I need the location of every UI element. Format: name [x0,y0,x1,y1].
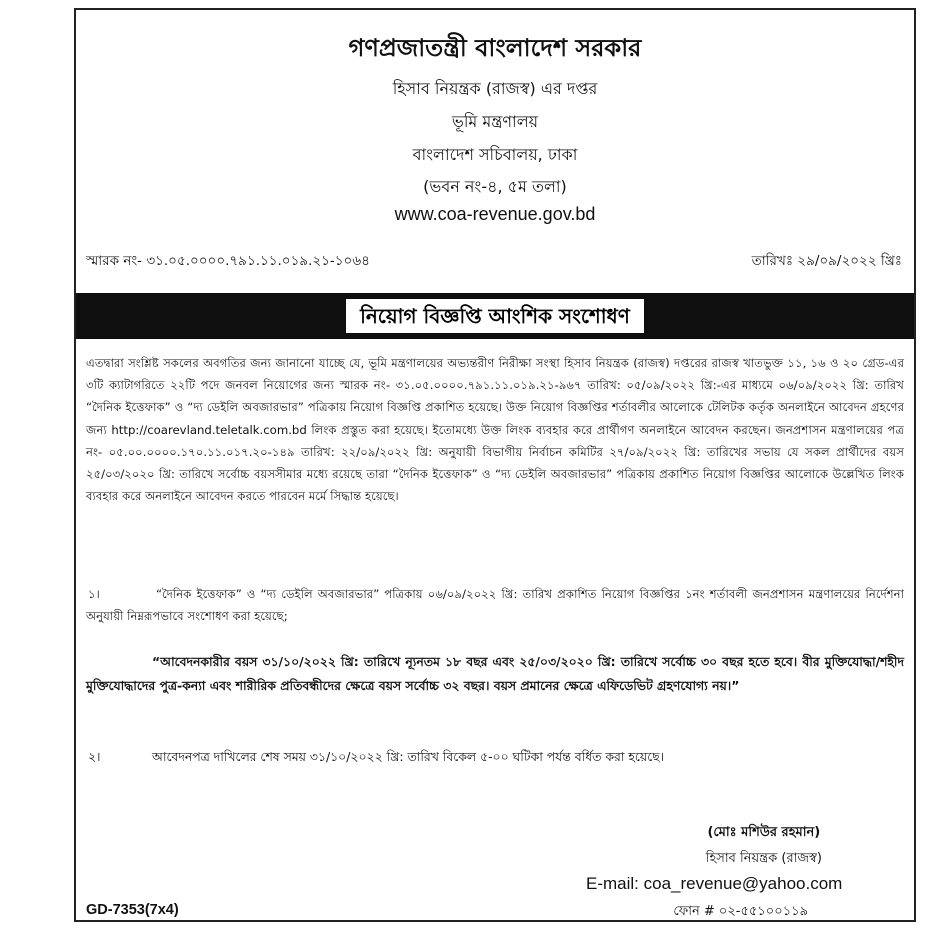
ministry-name: ভূমি মন্ত্রণালয় [451,112,539,131]
memo-date: তারিখঃ ২৯/০৯/২০২২ খ্রিঃ [751,253,902,269]
signatory-designation: হিসাব নিয়ন্ত্রক (রাজস্ব) [705,851,822,866]
contact-phone: ফোন # ০২-৫৫১০০১১৯ [673,904,808,919]
reference-row [86,250,902,273]
office-location: বাংলাদেশ সচিবালয়, ঢাকা [412,145,578,164]
signatory-name: (মোঃ মশিউর রহমান) [707,825,821,840]
signature-block [706,820,822,872]
item-text: “দৈনিক ইত্তেফাক” ও “দ্য ডেইলি অবজারভার” পত্রিকায় ০৬/০৯/২০২২ খ্রি: তারিখ প্রকাশিত নিয়োগ বিজ্ঞপ্তির ১নং শর্তাবলী জনপ্রশাসন মন্ত্রণালয়ের নির্দেশনা অনুযায়ী নিম্নরূপভাবে সংশোধণ করা হয়েছে; [86,587,904,624]
govt-title: গণপ্রজাতন্ত্রী বাংলাদেশ সরকার [348,34,642,62]
amendment-item-2 [86,746,904,768]
website-link[interactable]: www.coa-revenue.gov.bd [394,204,596,224]
item-text: আবেদনপত্র দাখিলের শেষ সময় ৩১/১০/২০২২ খ্রি: তারিখ বিকেল ৫-০০ ঘটিকা পর্যন্ত বর্ধিত করা হয়েছে। [152,749,665,764]
contact-email[interactable]: E-mail: coa_revenue@yahoo.com [586,874,843,893]
amended-condition-quote: “আবেদনকারীর বয়স ৩১/১০/২০২২ খ্রি: তারিখে ন্যূনতম ১৮ বছর এবং ২৫/০৩/২০২০ খ্রি: তারিখে সর্বোচ্চ ৩০ বছর হতে হবে। বীর মুক্তিযোদ্ধা/শহীদ মুক্তিযোদ্ধাদের পুত্র-কন্যা এবং শারীরিক প্রতিবন্ধীদের ক্ষেত্রে বয়স সর্বোচ্চ ৩২ বছর। বয়স প্রমানের ক্ষেত্রে এফিডেভিট গ্রহণযোগ্য নয়।” [86,654,904,693]
item-number: ১। [88,587,100,601]
intro-paragraph: এতদ্বারা সংশ্লিষ্ট সকলের অবগতির জন্য জানানো যাচ্ছে যে, ভূমি মন্ত্রণালয়ের অভ্যন্তরীণ নিরীক্ষা সংস্থা হিসাব নিয়ন্ত্রক (রাজস্ব) দপ্তরের রাজস্ব খাতভুক্ত ১১, ১৬ ও ২০ গ্রেড-এর ৩টি ক্যাটাগরিতে ২২টি পদে জনবল নিয়োগের জন্য স্মারক নং- ৩১.০৫.০০০০.৭৯১.১১.০১৯.২১-৯৬৭ তারিখ: ০৫/০৯/২০২২ খ্রি:-এর মাধ্যমে ০৬/০৯/২০২২ খ্রি: তারিখ “দৈনিক ইত্তেফাক” ও “দ্য ডেইলি অবজারভার” পত্রিকায় নিয়োগ বিজ্ঞপ্তি প্রকাশিত হয়েছে। উক্ত নিয়োগ বিজ্ঞপ্তির শর্তাবলীর আলোকে টেলিটক কর্তৃক অনলাইনে আবেদন গ্রহণের জন্য http://coarevland.teletalk.com.bd লিংক প্রস্তুত করা হয়েছে। ইতোমধ্যে উক্ত লিংক ব্যবহার করে প্রার্থীগণ অনলাইনে আবেদন করছেন। জনপ্রশাসন মন্ত্রণালয়ের পত্র নং- ০৫.০০.০০০০.১৭০.১১.০১৭.২০-১৪৯ তারিখ: ২২/০৯/২০২২ খ্রি: অনুযায়ী বিভাগীয় নির্বাচন কমিটির ২৭/০৯/২০২২ খ্রি: তারিখের সভায় যে সকল প্রার্থীদের বয়স ২৫/০৩/২০২০ খ্রি: তারিখে সর্বোচ্চ বয়সসীমার মধ্যে রয়েছে তারা “দৈনিক ইত্তেফাক” ও “দ্য ডেইলি অবজারভার” পত্রিকায় প্রকাশিত নিয়োগ বিজ্ঞপ্তির আলোকে উল্লেখিত লিংক ব্যবহার করে অনলাইনে আবেদন করতে পারবেন মর্মে সিদ্ধান্ত হয়েছে। [86,356,904,504]
notice-frame [74,8,916,922]
notice-banner [76,293,914,339]
memo-number: স্মারক নং- ৩১.০৫.০০০০.৭৯১.১১.০১৯.২১-১০৬৪ [86,253,370,269]
office-name: হিসাব নিয়ন্ত্রক (রাজস্ব) এর দপ্তর [392,79,598,98]
item-number: ২। [88,749,101,764]
gd-code: GD-7353(7x4) [86,902,179,918]
building-info: (ভবন নং-৪, ৫ম তলা) [423,177,567,196]
notice-title: নিয়োগ বিজ্ঞপ্তি আংশিক সংশোধণ [346,299,644,333]
amendment-item-1 [86,583,904,627]
